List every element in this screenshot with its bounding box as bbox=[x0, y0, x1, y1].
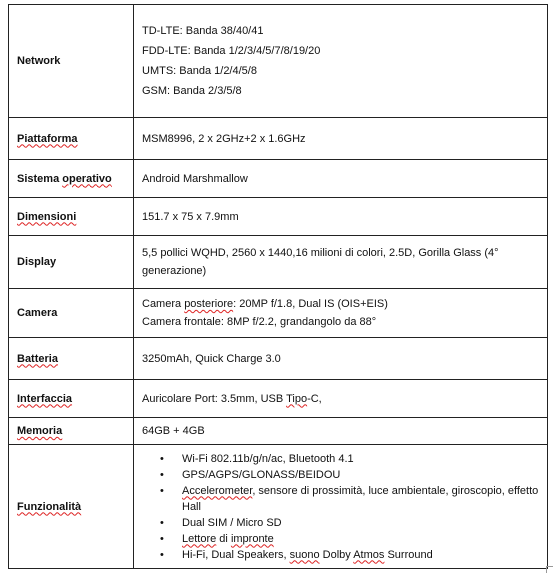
list-item: • Wi-Fi 802.11b/g/n/ac, Bluetooth 4.1 bbox=[182, 451, 539, 467]
camera-value bbox=[134, 289, 548, 338]
table-row bbox=[9, 418, 548, 445]
memoria-label: Memoria bbox=[9, 418, 134, 445]
list-item: • Lettore di impronte bbox=[182, 531, 539, 547]
table-row bbox=[9, 160, 548, 198]
features-list bbox=[142, 451, 539, 563]
camera-rear-line: Camera posteriore: 20MP f/1.8, Dual IS (OIS+EIS) bbox=[142, 298, 388, 310]
sistema-label: Sistema operativo bbox=[9, 160, 134, 198]
batteria-value: 3250mAh, Quick Charge 3.0 bbox=[134, 338, 548, 380]
batteria-label: Batteria bbox=[9, 338, 134, 380]
interfaccia-value: Auricolare Port: 3.5mm, USB Tipo-C, bbox=[134, 380, 548, 418]
dimensioni-label: Dimensioni bbox=[9, 198, 134, 236]
funzionalita-label: Funzionalità bbox=[9, 445, 134, 569]
funzionalita-value bbox=[134, 445, 548, 569]
spec-table bbox=[8, 4, 548, 569]
network-line: TD-LTE: Banda 38/40/41 bbox=[142, 25, 264, 37]
table-row bbox=[9, 198, 548, 236]
table-row bbox=[9, 118, 548, 160]
list-item: • GPS/AGPS/GLONASS/BEIDOU bbox=[182, 467, 539, 483]
table-row bbox=[9, 236, 548, 289]
sistema-value: Android Marshmallow bbox=[134, 160, 548, 198]
network-label: Network bbox=[9, 5, 134, 118]
table-row bbox=[9, 289, 548, 338]
memoria-value: 64GB + 4GB bbox=[134, 418, 548, 445]
network-line: GSM: Banda 2/3/5/8 bbox=[142, 85, 242, 97]
table-row bbox=[9, 445, 548, 569]
list-item: • Dual SIM / Micro SD bbox=[182, 515, 539, 531]
piattaforma-label: Piattaforma bbox=[9, 118, 134, 160]
dimensioni-value: 151.7 x 75 x 7.9mm bbox=[134, 198, 548, 236]
piattaforma-value: MSM8996, 2 x 2GHz+2 x 1.6GHz bbox=[134, 118, 548, 160]
table-row bbox=[9, 5, 548, 118]
network-line: UMTS: Banda 1/2/4/5/8 bbox=[142, 65, 257, 77]
list-item: • Accelerometer, sensore di prossimità, luce ambientale, giroscopio, effetto Hall bbox=[182, 483, 539, 515]
camera-front-line: Camera frontale: 8MP f/2.2, grandangolo da 88° bbox=[142, 316, 377, 328]
table-row bbox=[9, 380, 548, 418]
display-value: 5,5 pollici WQHD, 2560 x 1440,16 milioni di colori, 2.5D, Gorilla Glass (4° generazione) bbox=[134, 236, 548, 289]
table-row bbox=[9, 338, 548, 380]
camera-label: Camera bbox=[9, 289, 134, 338]
list-item: • Hi-Fi, Dual Speakers, suono Dolby Atmos Surround bbox=[182, 547, 539, 563]
network-value bbox=[134, 5, 548, 118]
display-label: Display bbox=[9, 236, 134, 289]
network-line: FDD-LTE: Banda 1/2/3/4/5/7/8/19/20 bbox=[142, 45, 321, 57]
page-corner-mark bbox=[546, 566, 553, 573]
interfaccia-label: Interfaccia bbox=[9, 380, 134, 418]
